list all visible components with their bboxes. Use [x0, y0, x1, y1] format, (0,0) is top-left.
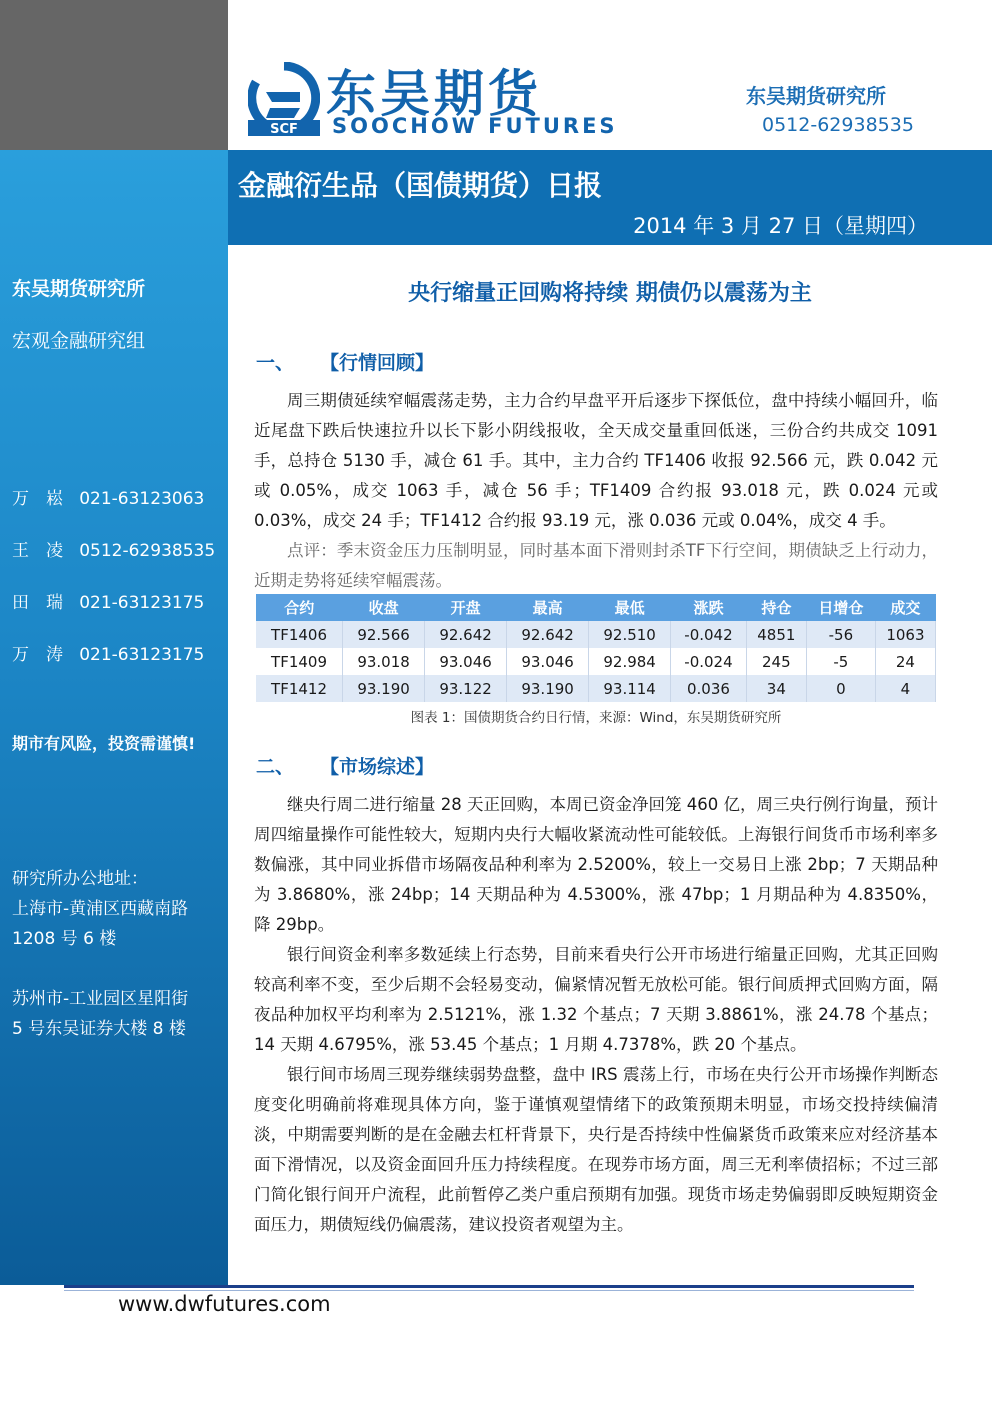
market-summary-paragraph: 继央行周二进行缩量 28 天正回购，本周已资金净回笼 460 亿，周三央行例行询量，预计周四缩量操作可能性较大，短期内央行大幅收紧流动性可能较低。上海银行间货币市场利率多数偏涨，其中同业拆借市场隔夜品种利率为 2.5200%，较上一交易日上涨 2bp；7 天期品种为 3.8680%，涨 24bp；14 天期品种为 4.5300%，涨 47bp；1 月期品种为 4.8350%，降 29bp。 [254, 795, 938, 934]
table-row [256, 648, 936, 675]
table-cell: 92.984 [589, 648, 671, 675]
address-shanghai-line1: 上海市-黄浦区西藏南路 [12, 899, 189, 919]
table-header-cell: 涨跌 [671, 594, 747, 621]
footer-website-link[interactable]: www.dwfutures.com [118, 1292, 331, 1316]
section1-body [254, 386, 938, 596]
address-shanghai-line2: 1208 号 6 楼 [12, 929, 117, 949]
contact-item [12, 588, 204, 613]
logo-chinese-name: 东吴期货 [326, 65, 542, 123]
table-header-cell: 收盘 [343, 594, 425, 621]
contact-item [12, 484, 204, 509]
table-cell: 24 [875, 648, 935, 675]
headline: 央行缩量正回购将持续 期债仍以震荡为主 [408, 281, 812, 306]
contact-item [12, 640, 204, 665]
table-cell: 92.642 [507, 621, 589, 648]
table-cell: -0.024 [671, 648, 747, 675]
table-cell: 34 [746, 675, 806, 702]
logo-mark-icon [248, 62, 320, 138]
table-cell: 93.046 [425, 648, 507, 675]
table-cell: 92.510 [589, 621, 671, 648]
market-review-paragraph: 周三期债延续窄幅震荡走势，主力合约早盘平开后逐步下探低位，盘中持续小幅回升，临近尾盘下跌后快速拉升以长下影小阴线报收，全天成交量重回低迷，三份合约共成交 1091 手，总持仓 5130 手，减仓 61 手。其中，主力合约 TF1406 收报 92.566 元，跌 0.042 元或 0.05%，成交 1063 手，减仓 56 手；TF1409 合约报 93.018 元，跌 0.024 元或 0.03%，成交 24 手；TF1412 合约报 93.19 元，涨 0.036 元或 0.04%，成交 4 手。 [254, 391, 938, 530]
table-header-row [256, 594, 936, 621]
table-row [256, 621, 936, 648]
report-title: 金融衍生品（国债期货）日报 [238, 169, 603, 202]
address-suzhou-line1: 苏州市-工业园区星阳街 [12, 989, 189, 1009]
table-cell: 92.642 [425, 621, 507, 648]
address-suzhou-line2: 5 号东吴证券大楼 8 楼 [12, 1019, 186, 1039]
table-cell: 93.114 [589, 675, 671, 702]
report-date: 2014 年 3 月 27 日（星期四） [633, 214, 928, 238]
address-label: 研究所办公地址： [12, 869, 148, 889]
contact-name: 王 凌 [12, 541, 63, 561]
header-phone: 0512-62938535 [762, 114, 914, 136]
table-cell: 92.566 [343, 621, 425, 648]
table-cell: 0.036 [671, 675, 747, 702]
table-cell: 93.190 [507, 675, 589, 702]
footer-divider [64, 1285, 914, 1288]
table-header-cell: 成交 [875, 594, 935, 621]
table-caption: 图表 1：国债期货合约日行情，来源：Wind，东吴期货研究所 [410, 710, 782, 726]
risk-warning: 期市有风险，投资需谨慎! [12, 734, 196, 753]
table-cell: 4 [875, 675, 935, 702]
logo-english-name: SOOCHOW FUTURES [332, 114, 618, 138]
table-row [256, 675, 936, 702]
table-header-cell: 最高 [507, 594, 589, 621]
contact-phone: 0512-62938535 [79, 541, 216, 561]
table-cell: TF1406 [256, 621, 343, 648]
report-title-bar [228, 150, 992, 245]
contact-phone: 021-63123175 [79, 593, 205, 613]
table-cell: 93.122 [425, 675, 507, 702]
table-header-cell: 开盘 [425, 594, 507, 621]
contact-name: 田 瑞 [12, 593, 63, 613]
table-header-cell: 日增仓 [806, 594, 875, 621]
table-cell: 0 [806, 675, 875, 702]
section-number: 二、 [256, 756, 295, 778]
sidebar-org: 东吴期货研究所 [12, 278, 146, 300]
table-cell: 93.190 [343, 675, 425, 702]
footer-divider-thin [64, 1290, 914, 1291]
sidebar-group: 宏观金融研究组 [12, 330, 146, 352]
table-cell: TF1412 [256, 675, 343, 702]
contact-phone: 021-63123175 [79, 645, 205, 665]
section-number: 一、 [256, 352, 295, 374]
table-cell: 245 [746, 648, 806, 675]
table-cell: TF1409 [256, 648, 343, 675]
sidebar [0, 150, 228, 1285]
header-org-name: 东吴期货研究所 [746, 84, 886, 108]
market-summary-paragraph: 银行间资金利率多数延续上行态势，目前来看央行公开市场进行缩量正回购，尤其正回购较高利率不变，至少后期不会轻易变动，偏紧情况暂无放松可能。银行间质押式回购方面，隔夜品种加权平均利率为 2.5121%，涨 1.32 个基点；7 天期 3.8861%，涨 24.78 个基点；14 天期 4.6795%，涨 53.45 个基点；1 月期 4.7378%，跌 20 个基点。 [254, 945, 938, 1054]
section-title: 【市场综述】 [320, 756, 435, 778]
svg-text:SCF: SCF [270, 122, 298, 137]
table-header-cell: 最低 [589, 594, 671, 621]
table-cell: -5 [806, 648, 875, 675]
table-header-cell: 合约 [256, 594, 343, 621]
table-cell: 93.018 [343, 648, 425, 675]
table-cell: -0.042 [671, 621, 747, 648]
market-summary-paragraph: 银行间市场周三现券继续弱势盘整，盘中 IRS 震荡上行，市场在央行公开市场操作判断态度变化明确前将难现具体方向，鉴于谨慎观望情绪下的政策预期未明显，市场交投持续偏清淡，中期需要判断的是在金融去杠杆背景下，央行是否持续中性偏紧货币政策来应对经济基本面下滑情况，以及资金面回升压力持续程度。在现券市场方面，周三无利率债招标；不过三部门简化银行间开户流程，此前暂停乙类户重启预期有加强。现货市场走势偏弱即反映短期资金面压力，期债短线仍偏震荡，建议投资者观望为主。 [254, 1065, 938, 1234]
section-title: 【行情回顾】 [320, 352, 435, 374]
comment-paragraph: 点评：季末资金压力压制明显，同时基本面下滑则封杀TF下行空间，期债缺乏上行动力，近期走势将延续窄幅震荡。 [254, 541, 938, 590]
contact-phone: 021-63123063 [79, 489, 205, 509]
contact-name: 万 崧 [12, 489, 63, 509]
header-gray-block [0, 0, 228, 150]
table-cell: 1063 [875, 621, 935, 648]
table-cell: -56 [806, 621, 875, 648]
quotes-table [256, 594, 936, 702]
table-cell: 93.046 [507, 648, 589, 675]
contact-item [12, 536, 215, 561]
table-cell: 4851 [746, 621, 806, 648]
section2-body [254, 790, 938, 1240]
contact-name: 万 涛 [12, 645, 63, 665]
section-heading [256, 348, 434, 375]
section-heading [256, 752, 434, 779]
table-header-cell: 持仓 [746, 594, 806, 621]
